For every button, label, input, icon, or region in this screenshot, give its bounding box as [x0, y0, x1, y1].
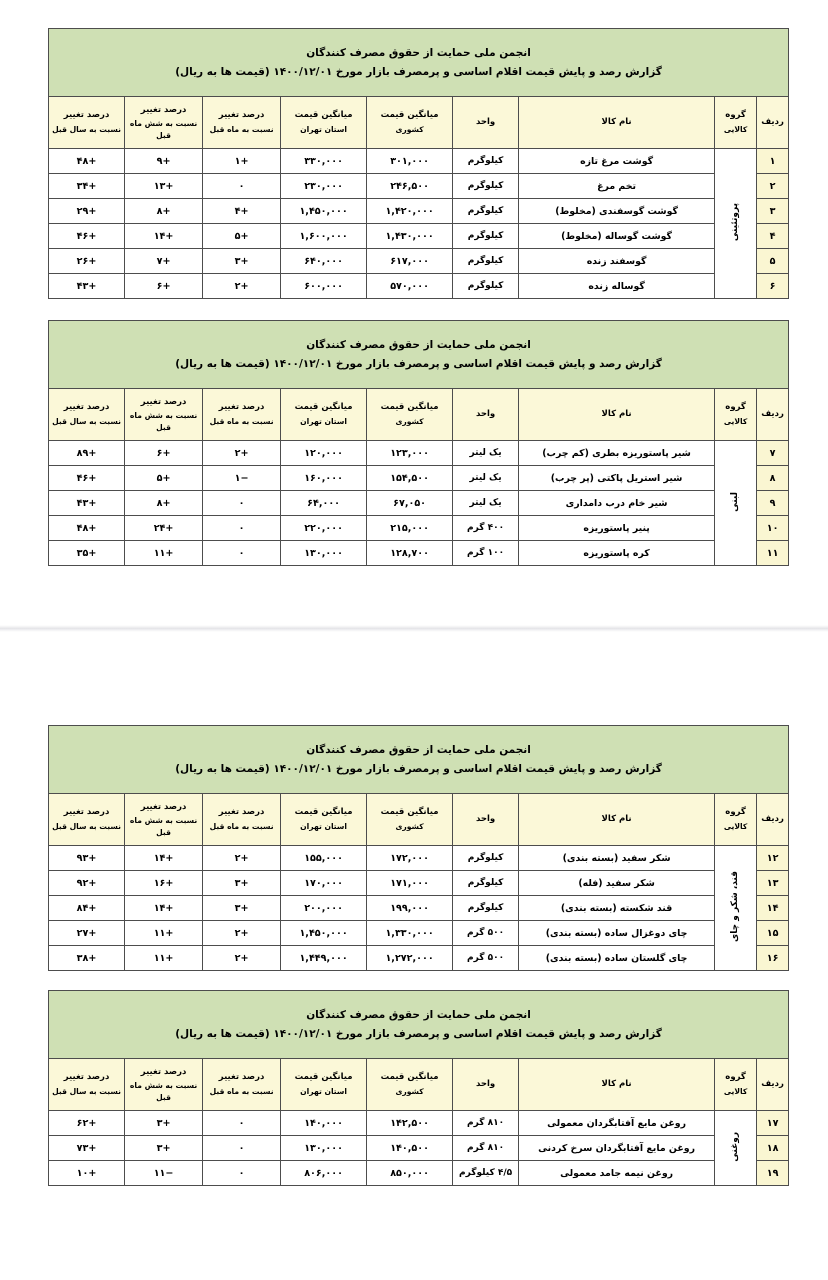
cell-month-change: ۰: [203, 491, 281, 516]
column-header-month-line-2: نسبت به ماه قبل: [209, 417, 274, 427]
column-header-year-line-2: نسبت به سال قبل: [52, 1087, 121, 1097]
column-header-national-line-2: کشوری: [395, 1087, 424, 1097]
price-table-dairy: [48, 320, 789, 566]
cell-unit: کیلوگرم: [453, 846, 519, 871]
column-header-row: [49, 794, 789, 846]
column-header-tehran-price: [281, 97, 367, 149]
cell-national-price: ۱۹۹,۰۰۰: [367, 896, 453, 921]
cell-product-name: شکر سفید (فله): [519, 871, 715, 896]
column-header-national-line-2: کشوری: [395, 822, 424, 832]
cell-month-change: ۰: [203, 174, 281, 199]
cell-year-change: +۲۶: [49, 249, 125, 274]
column-header-six-month-change: [125, 389, 203, 441]
cell-six-month-change: +۱۴: [125, 224, 203, 249]
table-row: [49, 541, 789, 566]
cell-national-price: ۱۴۰,۵۰۰: [367, 1136, 453, 1161]
column-header-year-line-1: درصد تغییر: [63, 110, 110, 121]
column-header-six-month-change: [125, 97, 203, 149]
cell-month-change: ۰: [203, 541, 281, 566]
column-header-six-month-line-1: درصد تغییر: [140, 801, 187, 812]
cell-rank: ۳: [757, 199, 789, 224]
cell-six-month-change: +۱۱: [125, 921, 203, 946]
cell-year-change: +۸۹: [49, 441, 125, 466]
column-header-tehran-line-1: میانگین قیمت: [294, 807, 353, 818]
cell-tehran-price: ۱۷۰,۰۰۰: [281, 871, 367, 896]
cell-month-change: +۳: [203, 871, 281, 896]
cell-product-name: چای گلستان ساده (بسته بندی): [519, 946, 715, 971]
cell-product-name: گوشت گوسفندی (مخلوط): [519, 199, 715, 224]
column-header-unit: واحد: [453, 389, 519, 441]
cell-product-name: روغن مایع آفتابگردان سرخ کردنی: [519, 1136, 715, 1161]
cell-rank: ۷: [757, 441, 789, 466]
cell-product-name: گوشت مرغ تازه: [519, 149, 715, 174]
cell-month-change: +۴: [203, 199, 281, 224]
column-header-month-change: [203, 1059, 281, 1111]
cell-tehran-price: ۱۶۰,۰۰۰: [281, 466, 367, 491]
column-header-year-line-1: درصد تغییر: [63, 807, 110, 818]
report-title: [49, 726, 789, 794]
cell-month-change: +۳: [203, 249, 281, 274]
cell-tehran-price: ۲۰۰,۰۰۰: [281, 896, 367, 921]
column-header-tehran-line-1: میانگین قیمت: [294, 1072, 353, 1083]
cell-national-price: ۱,۲۷۲,۰۰۰: [367, 946, 453, 971]
cell-tehran-price: ۳۳۰,۰۰۰: [281, 149, 367, 174]
column-header-month-line-1: درصد تغییر: [218, 1072, 265, 1083]
cell-rank: ۱۷: [757, 1111, 789, 1136]
column-header-year-change: [49, 794, 125, 846]
cell-rank: ۱۴: [757, 896, 789, 921]
cell-national-price: ۱۲۳,۰۰۰: [367, 441, 453, 466]
cell-product-name: شکر سفید (بسته بندی): [519, 846, 715, 871]
column-header-name: نام کالا: [519, 389, 715, 441]
cell-unit: کیلوگرم: [453, 274, 519, 299]
cell-national-price: ۲۴۶,۵۰۰: [367, 174, 453, 199]
cell-national-price: ۱۴۲,۵۰۰: [367, 1111, 453, 1136]
cell-year-change: +۷۳: [49, 1136, 125, 1161]
cell-tehran-price: ۱۳۰,۰۰۰: [281, 541, 367, 566]
column-header-row: [49, 1059, 789, 1111]
table-body: [49, 846, 789, 971]
cell-unit: ۵۰۰ گرم: [453, 946, 519, 971]
column-header-month-line-2: نسبت به ماه قبل: [209, 1087, 274, 1097]
cell-tehran-price: ۱,۴۵۰,۰۰۰: [281, 199, 367, 224]
cell-month-change: +۲: [203, 921, 281, 946]
cell-national-price: ۵۷۰,۰۰۰: [367, 274, 453, 299]
cell-year-change: +۴۳: [49, 491, 125, 516]
cell-month-change: +۲: [203, 274, 281, 299]
cell-unit: ۴۰۰ گرم: [453, 516, 519, 541]
cell-month-change: +۲: [203, 441, 281, 466]
table-body: [49, 149, 789, 299]
cell-six-month-change: +۱۱: [125, 946, 203, 971]
cell-national-price: ۱۷۱,۰۰۰: [367, 871, 453, 896]
column-header-unit: واحد: [453, 97, 519, 149]
column-header-year-line-1: درصد تغییر: [63, 1072, 110, 1083]
cell-rank: ۵: [757, 249, 789, 274]
cell-national-price: ۳۰۱,۰۰۰: [367, 149, 453, 174]
column-header-six-month-line-1: درصد تغییر: [140, 396, 187, 407]
report-title: [49, 991, 789, 1059]
column-header-year-change: [49, 97, 125, 149]
column-header-year-change: [49, 1059, 125, 1111]
column-header-national-line-2: کشوری: [395, 417, 424, 427]
page-separator: [0, 625, 828, 632]
cell-year-change: +۳۴: [49, 174, 125, 199]
column-header-group-line-1: گروه: [725, 402, 746, 413]
cell-six-month-change: +۶: [125, 274, 203, 299]
table-row: [49, 1136, 789, 1161]
column-header-national-price: [367, 389, 453, 441]
cell-tehran-price: ۸۰۶,۰۰۰: [281, 1161, 367, 1186]
cell-unit: ۵۰۰ گرم: [453, 921, 519, 946]
cell-tehran-price: ۱۲۰,۰۰۰: [281, 441, 367, 466]
cell-tehran-price: ۱,۴۴۹,۰۰۰: [281, 946, 367, 971]
table-row: [49, 896, 789, 921]
cell-rank: ۸: [757, 466, 789, 491]
cell-product-name: گوشت گوساله (مخلوط): [519, 224, 715, 249]
column-header-rank: ردیف: [757, 1059, 789, 1111]
cell-unit: ۴/۵ کیلوگرم: [453, 1161, 519, 1186]
cell-unit: کیلوگرم: [453, 249, 519, 274]
cell-rank: ۲: [757, 174, 789, 199]
table-title-row: [49, 29, 789, 97]
cell-month-change: +۲: [203, 946, 281, 971]
cell-six-month-change: +۷: [125, 249, 203, 274]
cell-product-group: [715, 846, 757, 971]
cell-national-price: ۶۱۷,۰۰۰: [367, 249, 453, 274]
table-title-row: [49, 321, 789, 389]
cell-product-name: شیر خام درب دامداری: [519, 491, 715, 516]
cell-national-price: ۱,۳۳۰,۰۰۰: [367, 921, 453, 946]
table-row: [49, 199, 789, 224]
cell-product-name: شیر استریل پاکتی (پر چرب): [519, 466, 715, 491]
column-header-month-line-1: درصد تغییر: [218, 402, 265, 413]
column-header-group-line-2: کالایی: [723, 822, 748, 832]
table-row: [49, 249, 789, 274]
cell-national-price: ۱,۴۲۰,۰۰۰: [367, 199, 453, 224]
cell-six-month-change: +۱۱: [125, 541, 203, 566]
cell-national-price: ۶۷,۰۵۰: [367, 491, 453, 516]
cell-product-name: پنیر پاستوریزه: [519, 516, 715, 541]
column-header-tehran-line-2: استان تهران: [300, 1087, 347, 1097]
cell-year-change: +۶۲: [49, 1111, 125, 1136]
cell-rank: ۱: [757, 149, 789, 174]
cell-year-change: +۲۷: [49, 921, 125, 946]
cell-month-change: ۰: [203, 1161, 281, 1186]
cell-product-name: شیر پاستوریزه بطری (کم چرب): [519, 441, 715, 466]
column-header-tehran-line-2: استان تهران: [300, 125, 347, 135]
column-header-national-price: [367, 1059, 453, 1111]
cell-product-group: [715, 149, 757, 299]
cell-month-change: +۳: [203, 896, 281, 921]
column-header-national-price: [367, 794, 453, 846]
column-header-rank: ردیف: [757, 794, 789, 846]
table-row: [49, 466, 789, 491]
cell-tehran-price: ۱۵۵,۰۰۰: [281, 846, 367, 871]
report-title-line-2: گزارش رصد و پایش قیمت اقلام اساسی و پرمصرف بازار مورخ ۱۴۰۰/۱۲/۰۱ (قیمت ها به ریال): [175, 66, 662, 78]
table-row: [49, 1161, 789, 1186]
cell-unit: کیلوگرم: [453, 224, 519, 249]
column-header-tehran-line-1: میانگین قیمت: [294, 110, 353, 121]
column-header-month-line-1: درصد تغییر: [218, 110, 265, 121]
cell-rank: ۱۸: [757, 1136, 789, 1161]
column-header-group: [715, 389, 757, 441]
product-group-label: پروتئینی: [730, 202, 741, 242]
column-header-month-change: [203, 794, 281, 846]
column-header-national-line-2: کشوری: [395, 125, 424, 135]
column-header-unit: واحد: [453, 794, 519, 846]
column-header-year-line-2: نسبت به سال قبل: [52, 125, 121, 135]
column-header-tehran-price: [281, 1059, 367, 1111]
table-row: [49, 224, 789, 249]
table-row: [49, 846, 789, 871]
document-page-2: [0, 632, 828, 1280]
cell-rank: ۱۵: [757, 921, 789, 946]
cell-six-month-change: −۱۱: [125, 1161, 203, 1186]
price-table-protein: [48, 28, 789, 299]
product-group-label: روغنی: [730, 1131, 741, 1162]
column-header-group-line-2: کالایی: [723, 417, 748, 427]
cell-tehran-price: ۲۳۰,۰۰۰: [281, 174, 367, 199]
cell-unit: یک لیتر: [453, 491, 519, 516]
column-header-national-line-1: میانگین قیمت: [380, 402, 439, 413]
cell-rank: ۴: [757, 224, 789, 249]
cell-rank: ۹: [757, 491, 789, 516]
cell-tehran-price: ۱۴۰,۰۰۰: [281, 1111, 367, 1136]
cell-tehran-price: ۲۲۰,۰۰۰: [281, 516, 367, 541]
column-header-six-month-line-2: نسبت به شش ماه قبل: [129, 1081, 198, 1102]
table-row: [49, 921, 789, 946]
cell-year-change: +۴۶: [49, 224, 125, 249]
cell-product-group: [715, 441, 757, 566]
report-title-line-1: انجمن ملی حمایت از حقوق مصرف کنندگان: [306, 46, 531, 59]
column-header-rank: ردیف: [757, 389, 789, 441]
cell-tehran-price: ۶۴۰,۰۰۰: [281, 249, 367, 274]
cell-tehran-price: ۱,۴۵۰,۰۰۰: [281, 921, 367, 946]
column-header-group: [715, 794, 757, 846]
column-header-unit: واحد: [453, 1059, 519, 1111]
cell-year-change: +۴۳: [49, 274, 125, 299]
column-header-group-line-2: کالایی: [723, 1087, 748, 1097]
cell-product-name: چای دوغزال ساده (بسته بندی): [519, 921, 715, 946]
cell-unit: کیلوگرم: [453, 199, 519, 224]
cell-unit: کیلوگرم: [453, 149, 519, 174]
cell-month-change: ۰: [203, 1111, 281, 1136]
cell-rank: ۱۳: [757, 871, 789, 896]
column-header-month-line-2: نسبت به ماه قبل: [209, 822, 274, 832]
cell-year-change: +۸۴: [49, 896, 125, 921]
cell-rank: ۱۰: [757, 516, 789, 541]
cell-national-price: ۱۲۸,۷۰۰: [367, 541, 453, 566]
cell-year-change: +۴۸: [49, 149, 125, 174]
table-row: [49, 274, 789, 299]
cell-tehran-price: ۶۰۰,۰۰۰: [281, 274, 367, 299]
table-row: [49, 946, 789, 971]
cell-year-change: +۲۹: [49, 199, 125, 224]
report-title-line-2: گزارش رصد و پایش قیمت اقلام اساسی و پرمصرف بازار مورخ ۱۴۰۰/۱۲/۰۱ (قیمت ها به ریال): [175, 1028, 662, 1040]
report-title-line-1: انجمن ملی حمایت از حقوق مصرف کنندگان: [306, 1008, 531, 1021]
cell-unit: کیلوگرم: [453, 871, 519, 896]
cell-year-change: +۳۸: [49, 946, 125, 971]
table-row: [49, 516, 789, 541]
column-header-name: نام کالا: [519, 97, 715, 149]
column-header-row: [49, 389, 789, 441]
cell-national-price: ۸۵۰,۰۰۰: [367, 1161, 453, 1186]
column-header-name: نام کالا: [519, 794, 715, 846]
column-header-year-line-1: درصد تغییر: [63, 402, 110, 413]
cell-product-name: روغن مایع آفتابگردان معمولی: [519, 1111, 715, 1136]
cell-six-month-change: +۳: [125, 1136, 203, 1161]
cell-year-change: +۴۸: [49, 516, 125, 541]
cell-tehran-price: ۱,۶۰۰,۰۰۰: [281, 224, 367, 249]
column-header-tehran-line-1: میانگین قیمت: [294, 402, 353, 413]
cell-product-name: تخم مرغ: [519, 174, 715, 199]
product-group-label: لبنی: [730, 491, 741, 512]
cell-month-change: +۱: [203, 149, 281, 174]
report-title-line-1: انجمن ملی حمایت از حقوق مصرف کنندگان: [306, 338, 531, 351]
column-header-six-month-change: [125, 794, 203, 846]
cell-unit: یک لیتر: [453, 466, 519, 491]
column-header-six-month-line-1: درصد تغییر: [140, 104, 187, 115]
cell-product-name: کره پاستوریزه: [519, 541, 715, 566]
cell-unit: یک لیتر: [453, 441, 519, 466]
column-header-national-line-1: میانگین قیمت: [380, 110, 439, 121]
table-title-row: [49, 991, 789, 1059]
column-header-group-line-2: کالایی: [723, 125, 748, 135]
column-header-group-line-1: گروه: [725, 807, 746, 818]
column-header-tehran-line-2: استان تهران: [300, 822, 347, 832]
cell-rank: ۶: [757, 274, 789, 299]
cell-rank: ۱۱: [757, 541, 789, 566]
table-row: [49, 1111, 789, 1136]
cell-product-name: روغن نیمه جامد معمولی: [519, 1161, 715, 1186]
column-header-six-month-line-2: نسبت به شش ماه قبل: [129, 816, 198, 837]
cell-national-price: ۱۵۴,۵۰۰: [367, 466, 453, 491]
cell-six-month-change: +۱۴: [125, 846, 203, 871]
column-header-six-month-line-2: نسبت به شش ماه قبل: [129, 119, 198, 140]
column-header-name: نام کالا: [519, 1059, 715, 1111]
table-row: [49, 149, 789, 174]
column-header-national-price: [367, 97, 453, 149]
cell-rank: ۱۹: [757, 1161, 789, 1186]
table-title-row: [49, 726, 789, 794]
cell-six-month-change: +۳: [125, 1111, 203, 1136]
report-title-line-2: گزارش رصد و پایش قیمت اقلام اساسی و پرمصرف بازار مورخ ۱۴۰۰/۱۲/۰۱ (قیمت ها به ریال): [175, 358, 662, 370]
price-table-oil: [48, 990, 789, 1186]
column-header-month-change: [203, 97, 281, 149]
column-header-tehran-price: [281, 794, 367, 846]
table-body: [49, 1111, 789, 1186]
column-header-six-month-change: [125, 1059, 203, 1111]
cell-product-name: قند شکسته (بسته بندی): [519, 896, 715, 921]
table-row: [49, 174, 789, 199]
column-header-month-line-2: نسبت به ماه قبل: [209, 125, 274, 135]
column-header-tehran-price: [281, 389, 367, 441]
cell-product-name: گوساله زنده: [519, 274, 715, 299]
cell-rank: ۱۶: [757, 946, 789, 971]
column-header-six-month-line-1: درصد تغییر: [140, 1066, 187, 1077]
cell-month-change: ۰: [203, 1136, 281, 1161]
cell-six-month-change: +۱۶: [125, 871, 203, 896]
column-header-month-change: [203, 389, 281, 441]
cell-month-change: −۱: [203, 466, 281, 491]
cell-unit: کیلوگرم: [453, 896, 519, 921]
cell-unit: ۸۱۰ گرم: [453, 1111, 519, 1136]
cell-unit: ۸۱۰ گرم: [453, 1136, 519, 1161]
report-title-line-2: گزارش رصد و پایش قیمت اقلام اساسی و پرمصرف بازار مورخ ۱۴۰۰/۱۲/۰۱ (قیمت ها به ریال): [175, 763, 662, 775]
column-header-rank: ردیف: [757, 97, 789, 149]
cell-rank: ۱۲: [757, 846, 789, 871]
column-header-group: [715, 1059, 757, 1111]
cell-product-name: گوسفند زنده: [519, 249, 715, 274]
product-group-label: قند، شکر و چای: [730, 871, 741, 942]
column-header-group-line-1: گروه: [725, 1072, 746, 1083]
report-title-line-1: انجمن ملی حمایت از حقوق مصرف کنندگان: [306, 743, 531, 756]
column-header-year-line-2: نسبت به سال قبل: [52, 417, 121, 427]
column-header-national-line-1: میانگین قیمت: [380, 807, 439, 818]
column-header-tehran-line-2: استان تهران: [300, 417, 347, 427]
report-title: [49, 29, 789, 97]
column-header-row: [49, 97, 789, 149]
cell-six-month-change: +۸: [125, 199, 203, 224]
column-header-group-line-1: گروه: [725, 110, 746, 121]
cell-tehran-price: ۶۴,۰۰۰: [281, 491, 367, 516]
report-title: [49, 321, 789, 389]
cell-tehran-price: ۱۳۰,۰۰۰: [281, 1136, 367, 1161]
cell-month-change: +۲: [203, 846, 281, 871]
cell-month-change: +۵: [203, 224, 281, 249]
table-row: [49, 441, 789, 466]
column-header-year-line-2: نسبت به سال قبل: [52, 822, 121, 832]
cell-year-change: +۹۲: [49, 871, 125, 896]
column-header-national-line-1: میانگین قیمت: [380, 1072, 439, 1083]
price-table-sugar-tea: [48, 725, 789, 971]
table-row: [49, 871, 789, 896]
cell-unit: کیلوگرم: [453, 174, 519, 199]
cell-six-month-change: +۲۴: [125, 516, 203, 541]
table-row: [49, 491, 789, 516]
column-header-year-change: [49, 389, 125, 441]
cell-unit: ۱۰۰ گرم: [453, 541, 519, 566]
cell-six-month-change: +۸: [125, 491, 203, 516]
column-header-month-line-1: درصد تغییر: [218, 807, 265, 818]
cell-six-month-change: +۶: [125, 441, 203, 466]
cell-month-change: ۰: [203, 516, 281, 541]
cell-year-change: +۴۶: [49, 466, 125, 491]
cell-six-month-change: +۹: [125, 149, 203, 174]
cell-year-change: +۳۵: [49, 541, 125, 566]
column-header-six-month-line-2: نسبت به شش ماه قبل: [129, 411, 198, 432]
cell-year-change: +۱۰: [49, 1161, 125, 1186]
document-page-1: [0, 0, 828, 630]
cell-year-change: +۹۳: [49, 846, 125, 871]
cell-product-group: [715, 1111, 757, 1186]
cell-six-month-change: +۵: [125, 466, 203, 491]
cell-six-month-change: +۱۳: [125, 174, 203, 199]
cell-national-price: ۱۷۲,۰۰۰: [367, 846, 453, 871]
table-body: [49, 441, 789, 566]
column-header-group: [715, 97, 757, 149]
cell-national-price: ۲۱۵,۰۰۰: [367, 516, 453, 541]
cell-national-price: ۱,۴۳۰,۰۰۰: [367, 224, 453, 249]
cell-six-month-change: +۱۴: [125, 896, 203, 921]
